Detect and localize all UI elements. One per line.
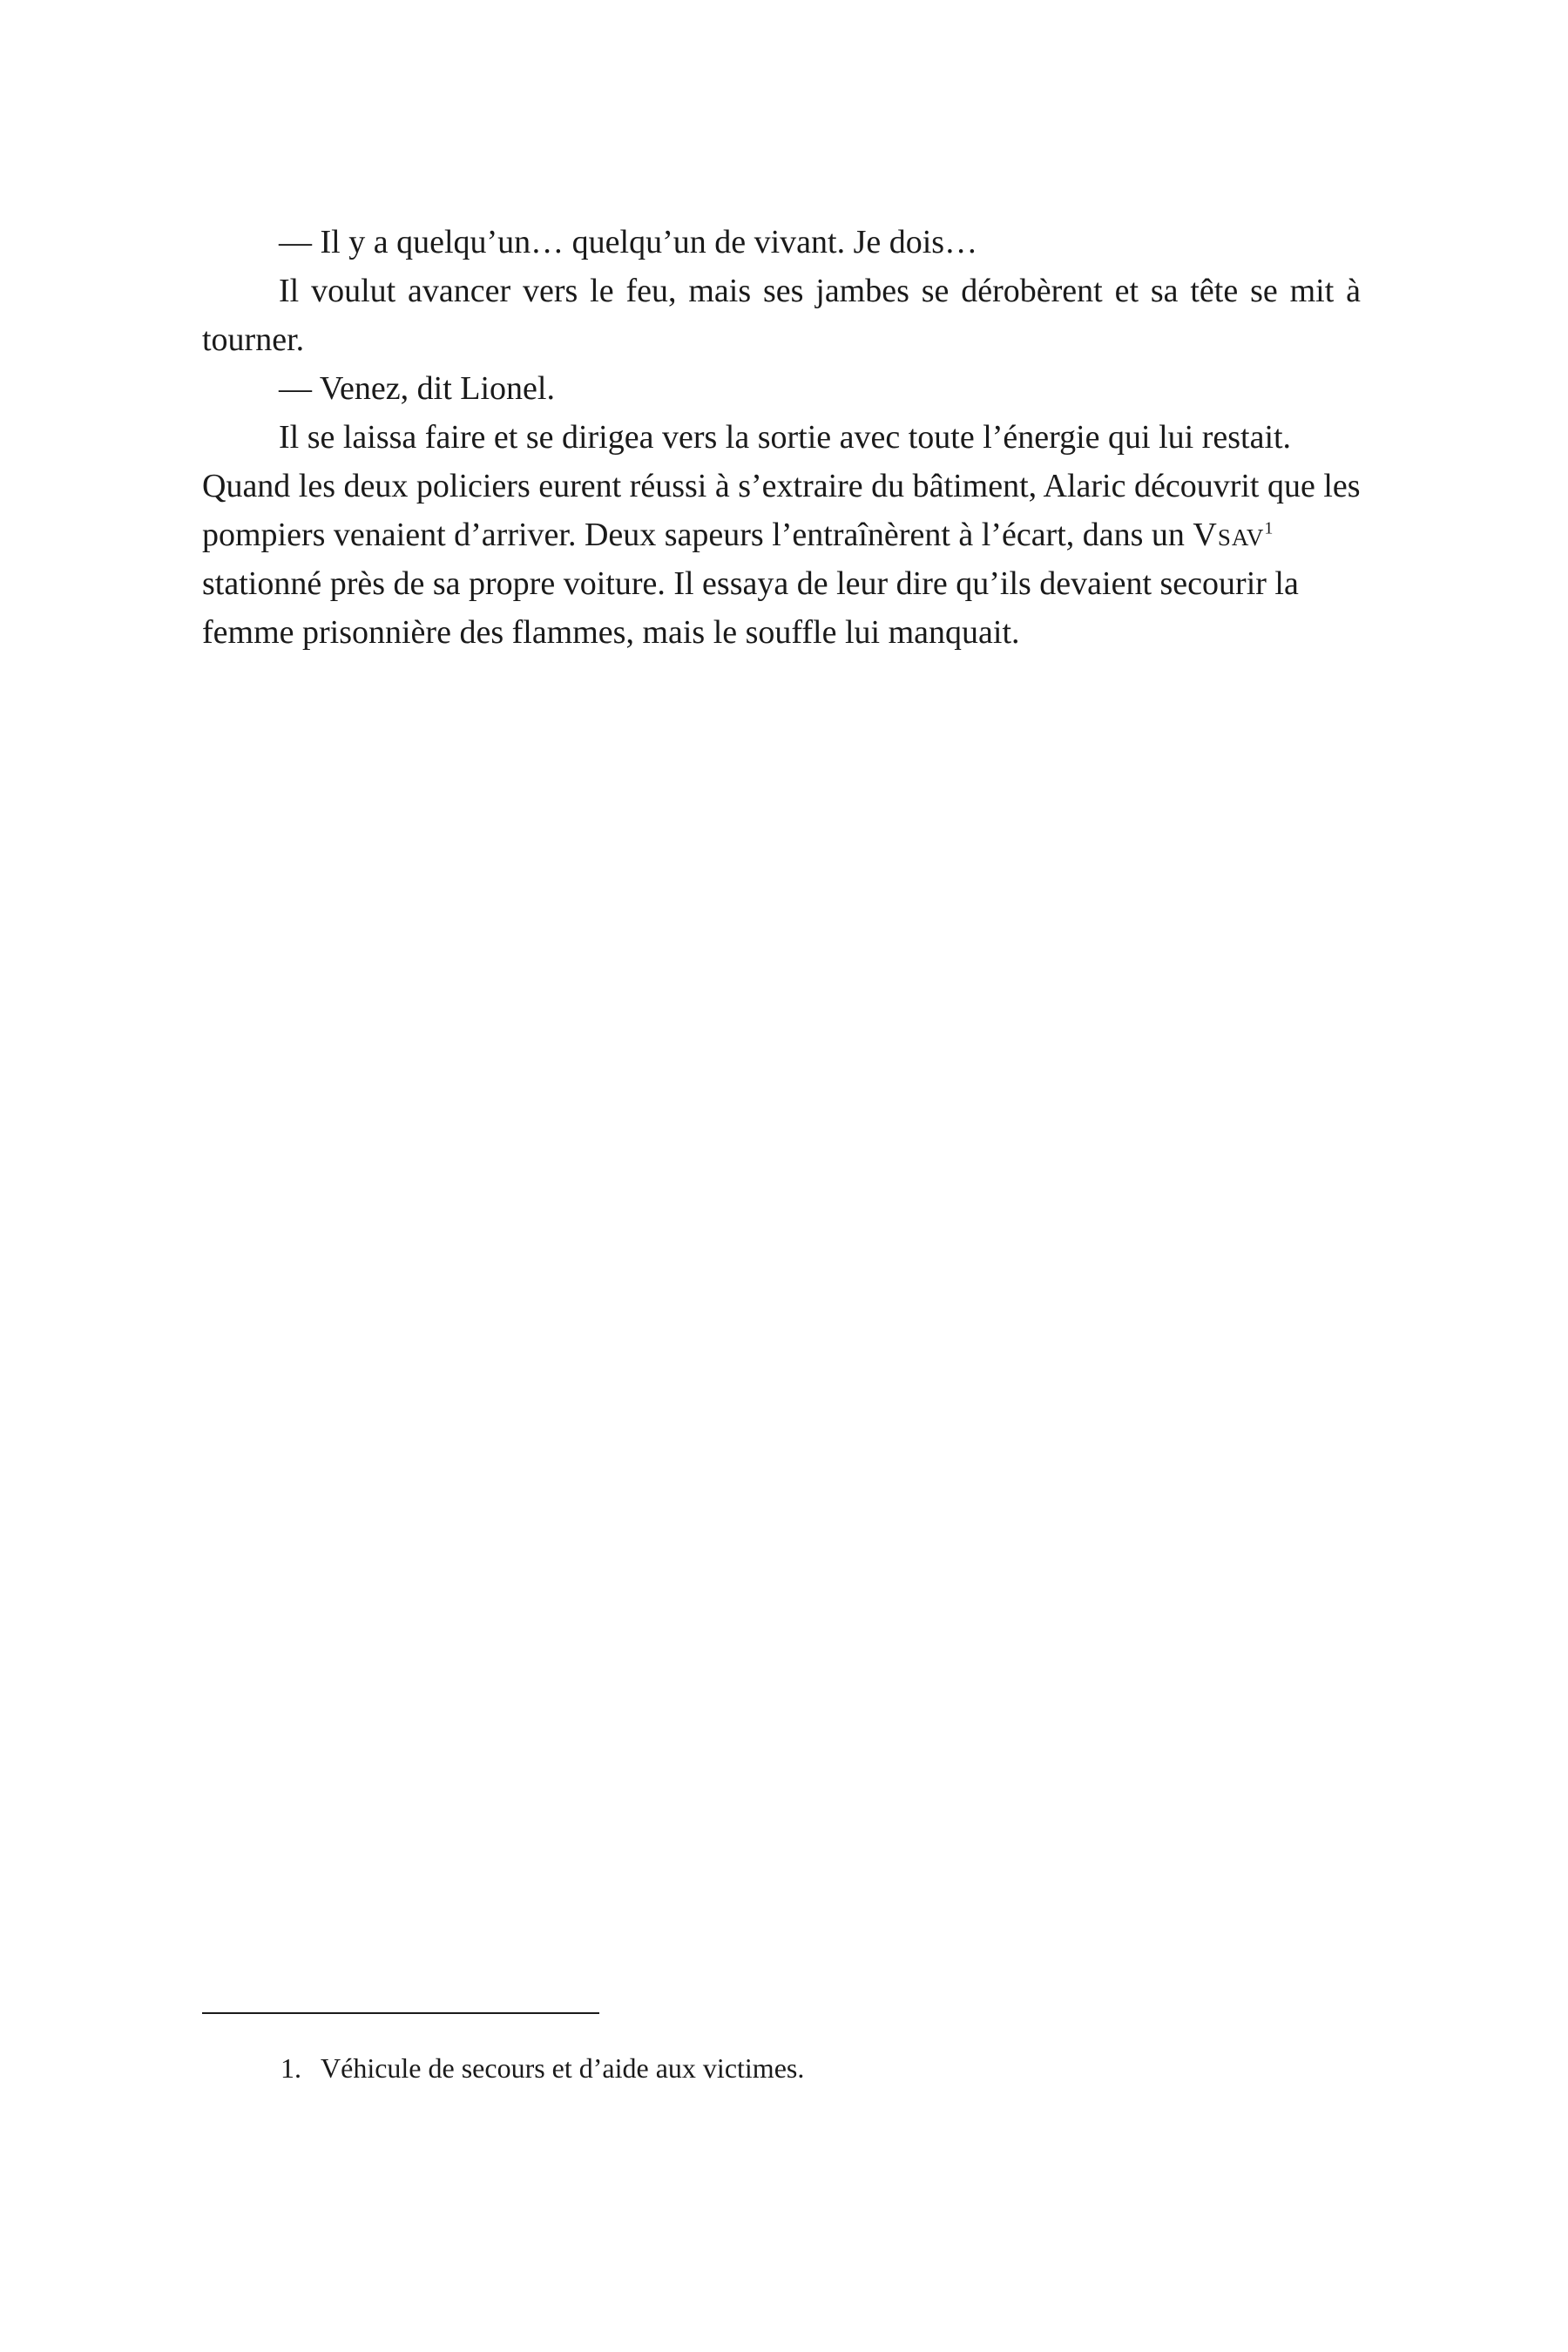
abbreviation: Vsav xyxy=(1193,517,1265,553)
paragraph xyxy=(202,413,1361,657)
paragraph: — Il y a quelqu’un… quelqu’un de vivant. Je dois… xyxy=(279,224,978,260)
footnote-reference[interactable]: 1 xyxy=(1264,518,1274,538)
paragraph-text: stationné près de sa propre voiture. Il essaya de leur dire qu’ils devaient secourir la femme prisonnière des flammes, mais le souffle lui manquait. xyxy=(202,565,1299,651)
footnote-number: 1. xyxy=(280,2052,301,2084)
paragraph: — Venez, dit Lionel. xyxy=(279,370,555,407)
footnote xyxy=(280,2049,804,2087)
paragraph: Il voulut avancer vers le feu, mais ses jambes se dérobèrent et sa tête se mit à tourner. xyxy=(202,273,1361,358)
footnote-text: Véhicule de secours et d’aide aux victimes. xyxy=(321,2052,805,2084)
footnote-separator xyxy=(202,2012,599,2014)
body-text xyxy=(202,218,1361,657)
paragraph-text: Il se laissa faire et se dirigea vers la sortie avec toute l’énergie qui lui restait. Quand les deux policiers eurent réussi à s’extraire du bâtiment, Alaric découvrit que les pompiers venaient d’arriver. Deux sapeurs l’entraînèrent à l’écart, dans un xyxy=(202,419,1361,553)
